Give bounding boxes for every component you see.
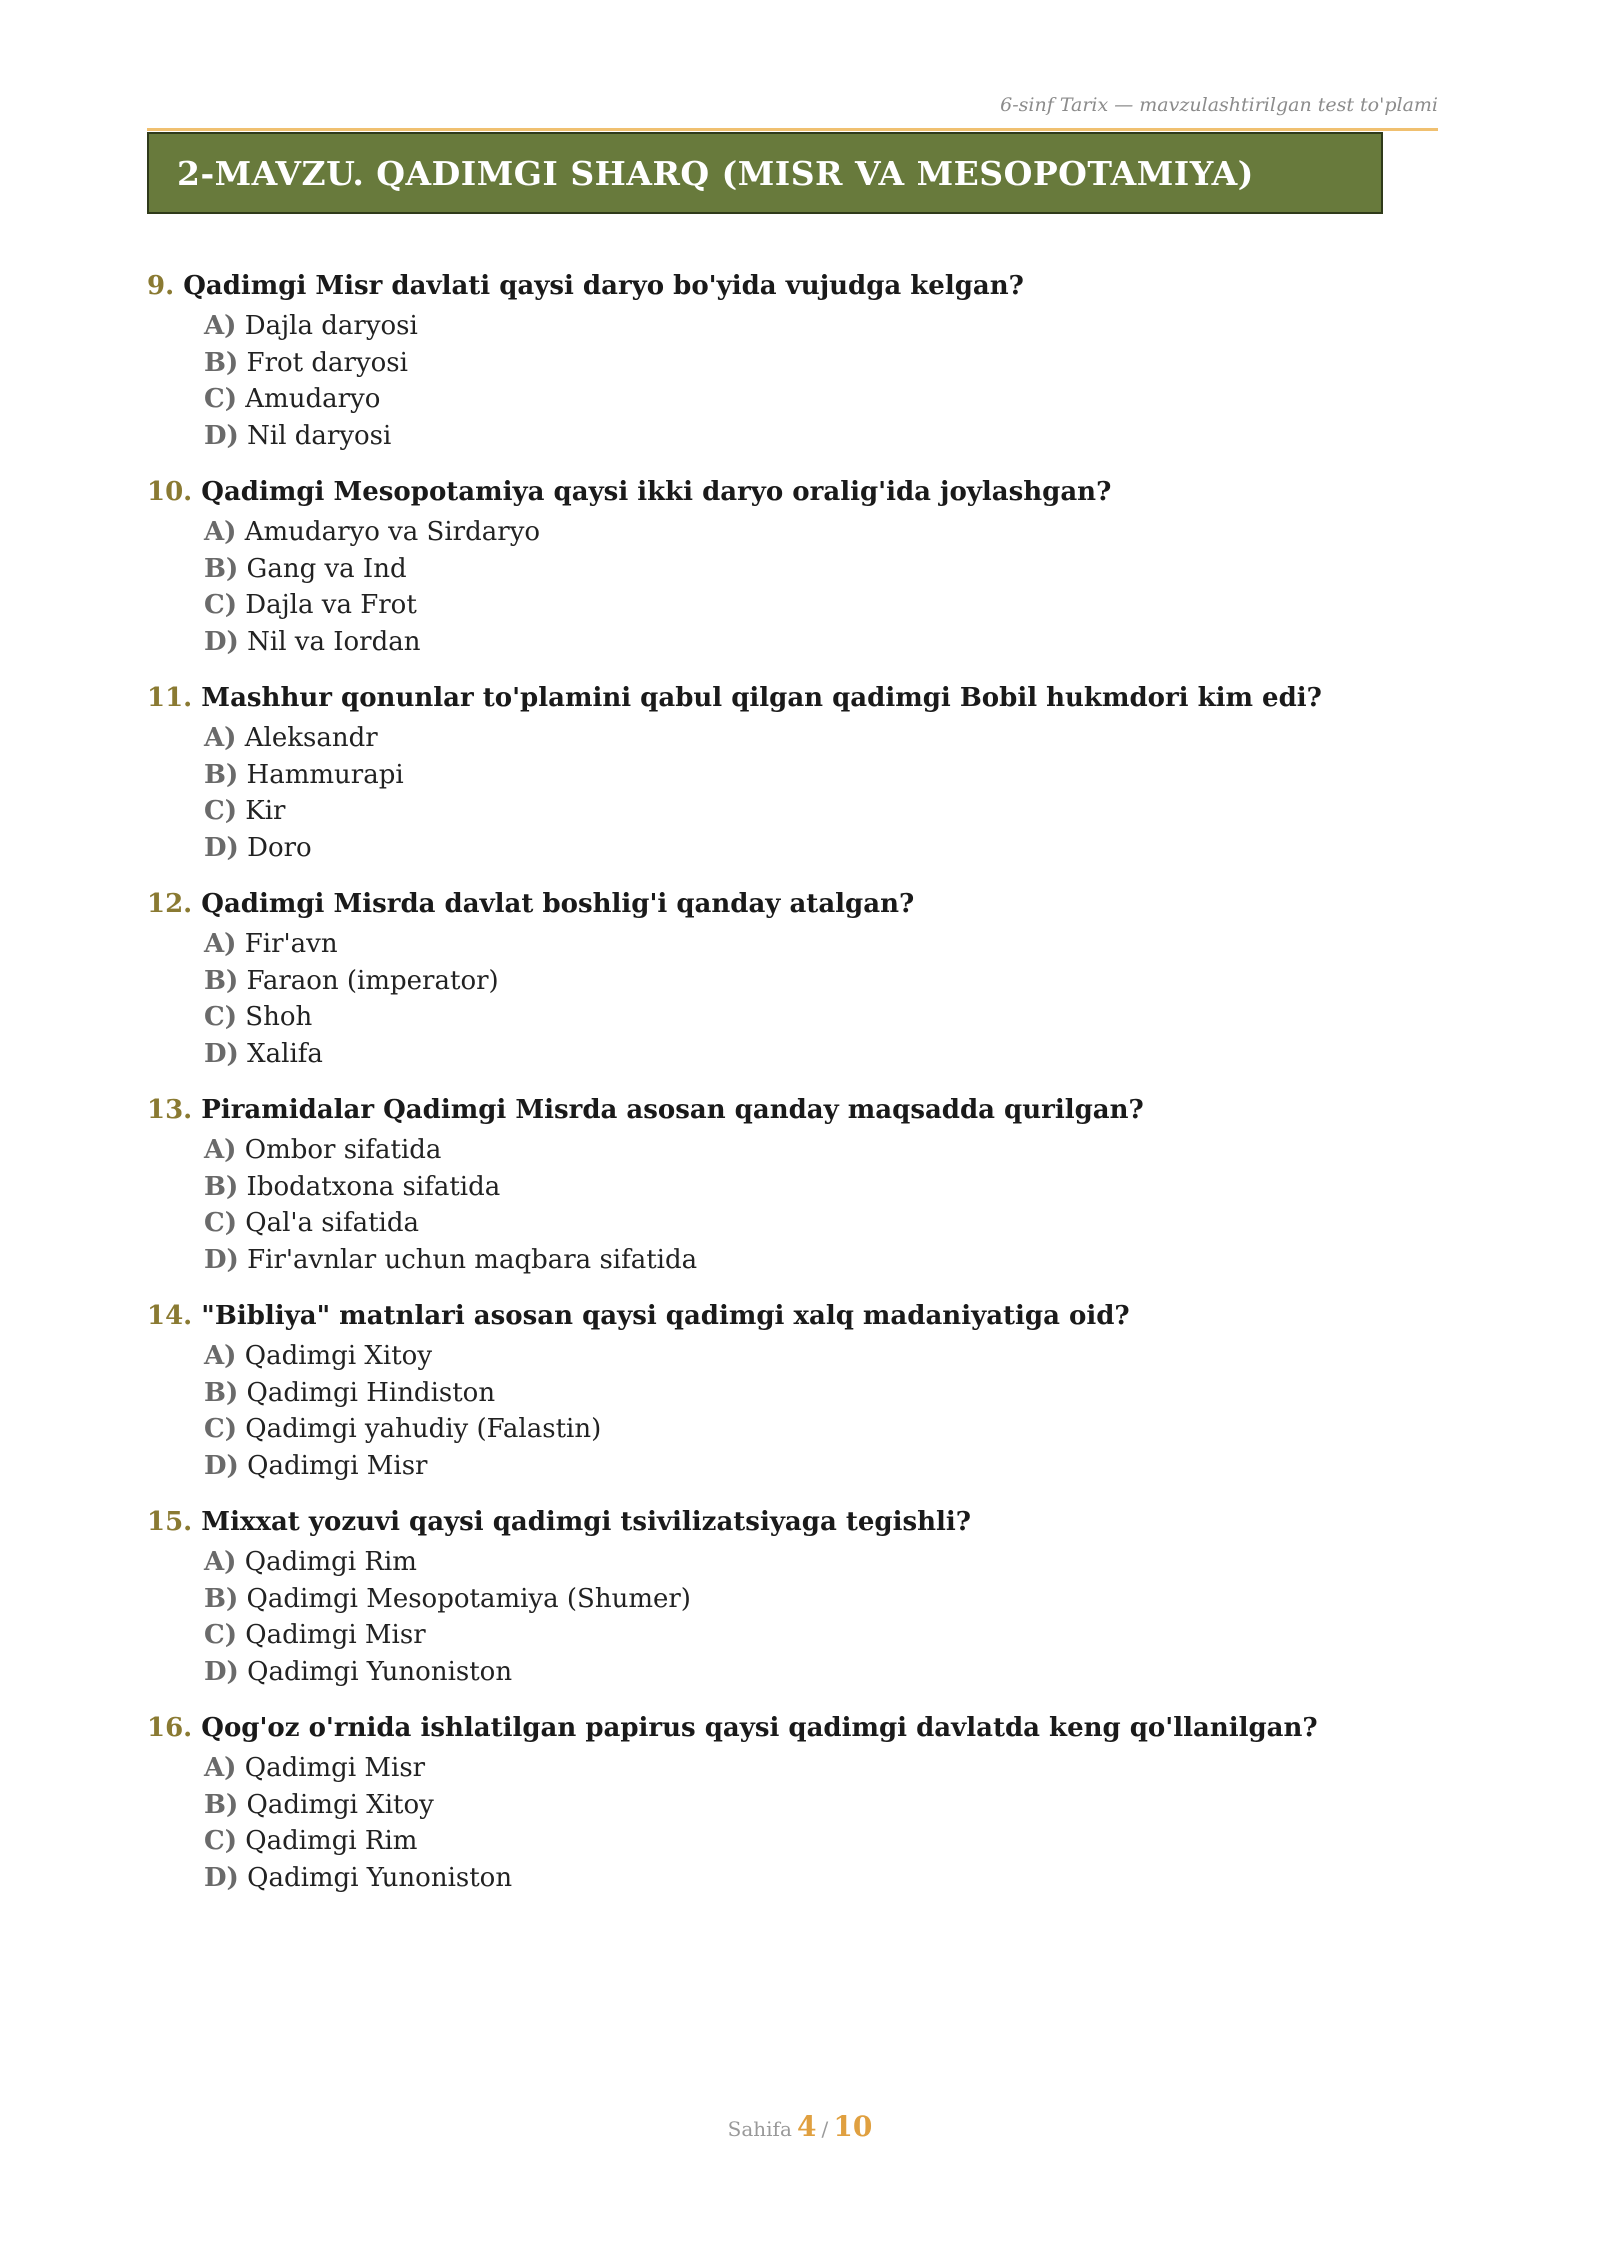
question-number: 12. [147, 889, 193, 919]
option-letter: D) [204, 1244, 239, 1275]
option-text: Qal'a sifatida [245, 1208, 420, 1238]
answer-option [204, 551, 1437, 588]
option-text: Qadimgi yahudiy (Falastin) [245, 1414, 602, 1444]
option-text: Qadimgi Misr [247, 1450, 428, 1481]
question-number: 13. [147, 1095, 193, 1125]
option-letter: C) [204, 1208, 237, 1238]
answer-options [147, 926, 1437, 1072]
option-text: Aleksandr [244, 723, 378, 753]
question-stem [147, 886, 1437, 922]
option-text: Qadimgi Hindiston [246, 1377, 496, 1408]
question-text: Qadimgi Misrda davlat boshlig'i qanday atalgan? [201, 889, 915, 919]
option-text: Shoh [245, 1002, 313, 1032]
option-text: Hammurapi [246, 759, 404, 790]
option-letter: A) [204, 929, 237, 959]
question-text: Mixxat yozuvi qaysi qadimgi tsivilizatsiyaga tegishli? [201, 1507, 971, 1537]
answer-option [204, 1132, 1437, 1169]
option-text: Amudaryo [245, 384, 381, 414]
answer-option [204, 1338, 1437, 1375]
question-stem [147, 1092, 1437, 1128]
option-text: Faraon (imperator) [246, 965, 499, 996]
question-stem [147, 1710, 1437, 1746]
option-letter: D) [204, 626, 239, 657]
option-letter: B) [204, 347, 239, 378]
total-pages: 10 [833, 2110, 873, 2143]
option-text: Xalifa [247, 1038, 323, 1069]
answer-option [204, 308, 1437, 345]
option-letter: A) [204, 1753, 237, 1783]
answer-options [147, 1338, 1437, 1484]
option-letter: D) [204, 1450, 239, 1481]
answer-option [204, 1823, 1437, 1860]
option-text: Ibodatxona sifatida [246, 1171, 501, 1202]
question-number: 9. [147, 271, 175, 301]
answer-option [204, 1411, 1437, 1448]
answer-option [204, 345, 1437, 382]
option-letter: C) [204, 1002, 237, 1032]
question-stem [147, 268, 1437, 304]
option-text: Qadimgi Mesopotamiya (Shumer) [246, 1583, 691, 1614]
option-text: Qadimgi Rim [245, 1826, 418, 1856]
option-letter: A) [204, 1135, 237, 1165]
answer-options [147, 514, 1437, 660]
question-text: Mashhur qonunlar to'plamini qabul qilgan qadimgi Bobil hukmdori kim edi? [201, 683, 1322, 713]
answer-options [147, 1544, 1437, 1690]
option-text: Qadimgi Rim [244, 1547, 417, 1577]
option-letter: B) [204, 965, 239, 996]
option-letter: B) [204, 759, 239, 790]
option-letter: B) [204, 1789, 239, 1820]
answer-option [204, 1617, 1437, 1654]
option-text: Qadimgi Yunoniston [247, 1862, 513, 1893]
page-footer [0, 2110, 1600, 2143]
question-block [147, 474, 1437, 660]
question-stem [147, 680, 1437, 716]
page-separator: / [821, 2117, 829, 2141]
answer-option [204, 1375, 1437, 1412]
option-text: Nil va Iordan [247, 626, 421, 657]
answer-option [204, 926, 1437, 963]
current-page-number: 4 [796, 2110, 817, 2143]
option-text: Gang va Ind [246, 553, 407, 584]
answer-option [204, 999, 1437, 1036]
option-letter: B) [204, 1171, 239, 1202]
question-text: Qog'oz o'rnida ishlatilgan papirus qaysi qadimgi davlatda keng qo'llanilgan? [201, 1713, 1318, 1743]
option-letter: A) [204, 311, 237, 341]
answer-option [204, 830, 1437, 867]
question-block [147, 1092, 1437, 1278]
option-text: Qadimgi Xitoy [246, 1789, 434, 1820]
header-rule [147, 128, 1438, 131]
option-letter: D) [204, 1862, 239, 1893]
answer-option [204, 793, 1437, 830]
option-letter: C) [204, 384, 237, 414]
question-stem [147, 1504, 1437, 1540]
answer-option [204, 418, 1437, 455]
option-letter: A) [204, 517, 237, 547]
answer-option [204, 1787, 1437, 1824]
answer-option [204, 624, 1437, 661]
option-text: Amudaryo va Sirdaryo [244, 517, 541, 547]
answer-option [204, 1448, 1437, 1485]
question-block [147, 1298, 1437, 1484]
answer-option [204, 1544, 1437, 1581]
answer-option [204, 1654, 1437, 1691]
running-header: 6-sinf Tarix — mavzulashtirilgan test to'plami [1000, 94, 1438, 116]
answer-options [147, 1750, 1437, 1896]
answer-option [204, 720, 1437, 757]
option-text: Fir'avnlar uchun maqbara sifatida [247, 1244, 698, 1275]
question-text: "Bibliya" matnlari asosan qaysi qadimgi xalq madaniyatiga oid? [201, 1301, 1130, 1331]
question-number: 11. [147, 683, 193, 713]
option-letter: A) [204, 723, 237, 753]
question-text: Piramidalar Qadimgi Misrda asosan qanday maqsadda qurilgan? [201, 1095, 1144, 1125]
option-text: Doro [247, 832, 312, 863]
option-letter: B) [204, 1583, 239, 1614]
answer-options [147, 720, 1437, 866]
question-number: 10. [147, 477, 193, 507]
answer-options [147, 308, 1437, 454]
option-text: Frot daryosi [246, 347, 408, 378]
option-text: Nil daryosi [247, 420, 392, 451]
option-text: Qadimgi Misr [244, 1753, 426, 1783]
footer-label: Sahifa [727, 2117, 792, 2141]
answer-option [204, 1169, 1437, 1206]
option-letter: D) [204, 832, 239, 863]
answer-options [147, 1132, 1437, 1278]
option-text: Dajla va Frot [245, 590, 417, 620]
option-letter: D) [204, 1656, 239, 1687]
answer-option [204, 757, 1437, 794]
option-text: Kir [245, 796, 286, 826]
question-block [147, 1504, 1437, 1690]
answer-option [204, 1036, 1437, 1073]
option-text: Qadimgi Yunoniston [247, 1656, 513, 1687]
question-list [147, 268, 1437, 1916]
section-title: 2-MAVZU. QADIMGI SHARQ (MISR VA MESOPOTAMIYA) [177, 153, 1254, 193]
answer-option [204, 1581, 1437, 1618]
answer-option [204, 514, 1437, 551]
option-letter: A) [204, 1341, 237, 1371]
option-text: Qadimgi Xitoy [244, 1341, 433, 1371]
answer-option [204, 381, 1437, 418]
question-number: 15. [147, 1507, 193, 1537]
option-letter: A) [204, 1547, 237, 1577]
question-number: 14. [147, 1301, 193, 1331]
question-text: Qadimgi Mesopotamiya qaysi ikki daryo oralig'ida joylashgan? [201, 477, 1112, 507]
question-stem [147, 474, 1437, 510]
option-text: Fir'avn [244, 929, 338, 959]
option-letter: D) [204, 420, 239, 451]
question-stem [147, 1298, 1437, 1334]
section-banner [147, 132, 1383, 214]
question-number: 16. [147, 1713, 193, 1743]
question-block [147, 1710, 1437, 1896]
option-letter: B) [204, 553, 239, 584]
answer-option [204, 1860, 1437, 1897]
option-text: Ombor sifatida [244, 1135, 442, 1165]
question-block [147, 268, 1437, 454]
option-text: Dajla daryosi [244, 311, 418, 341]
option-letter: C) [204, 796, 237, 826]
option-letter: D) [204, 1038, 239, 1069]
answer-option [204, 963, 1437, 1000]
option-letter: C) [204, 1620, 237, 1650]
question-text: Qadimgi Misr davlati qaysi daryo bo'yida vujudga kelgan? [183, 271, 1024, 301]
option-letter: B) [204, 1377, 239, 1408]
question-block [147, 886, 1437, 1072]
answer-option [204, 1242, 1437, 1279]
answer-option [204, 1205, 1437, 1242]
option-letter: C) [204, 1826, 237, 1856]
option-letter: C) [204, 590, 237, 620]
option-text: Qadimgi Misr [245, 1620, 426, 1650]
answer-option [204, 1750, 1437, 1787]
option-letter: C) [204, 1414, 237, 1444]
answer-option [204, 587, 1437, 624]
question-block [147, 680, 1437, 866]
